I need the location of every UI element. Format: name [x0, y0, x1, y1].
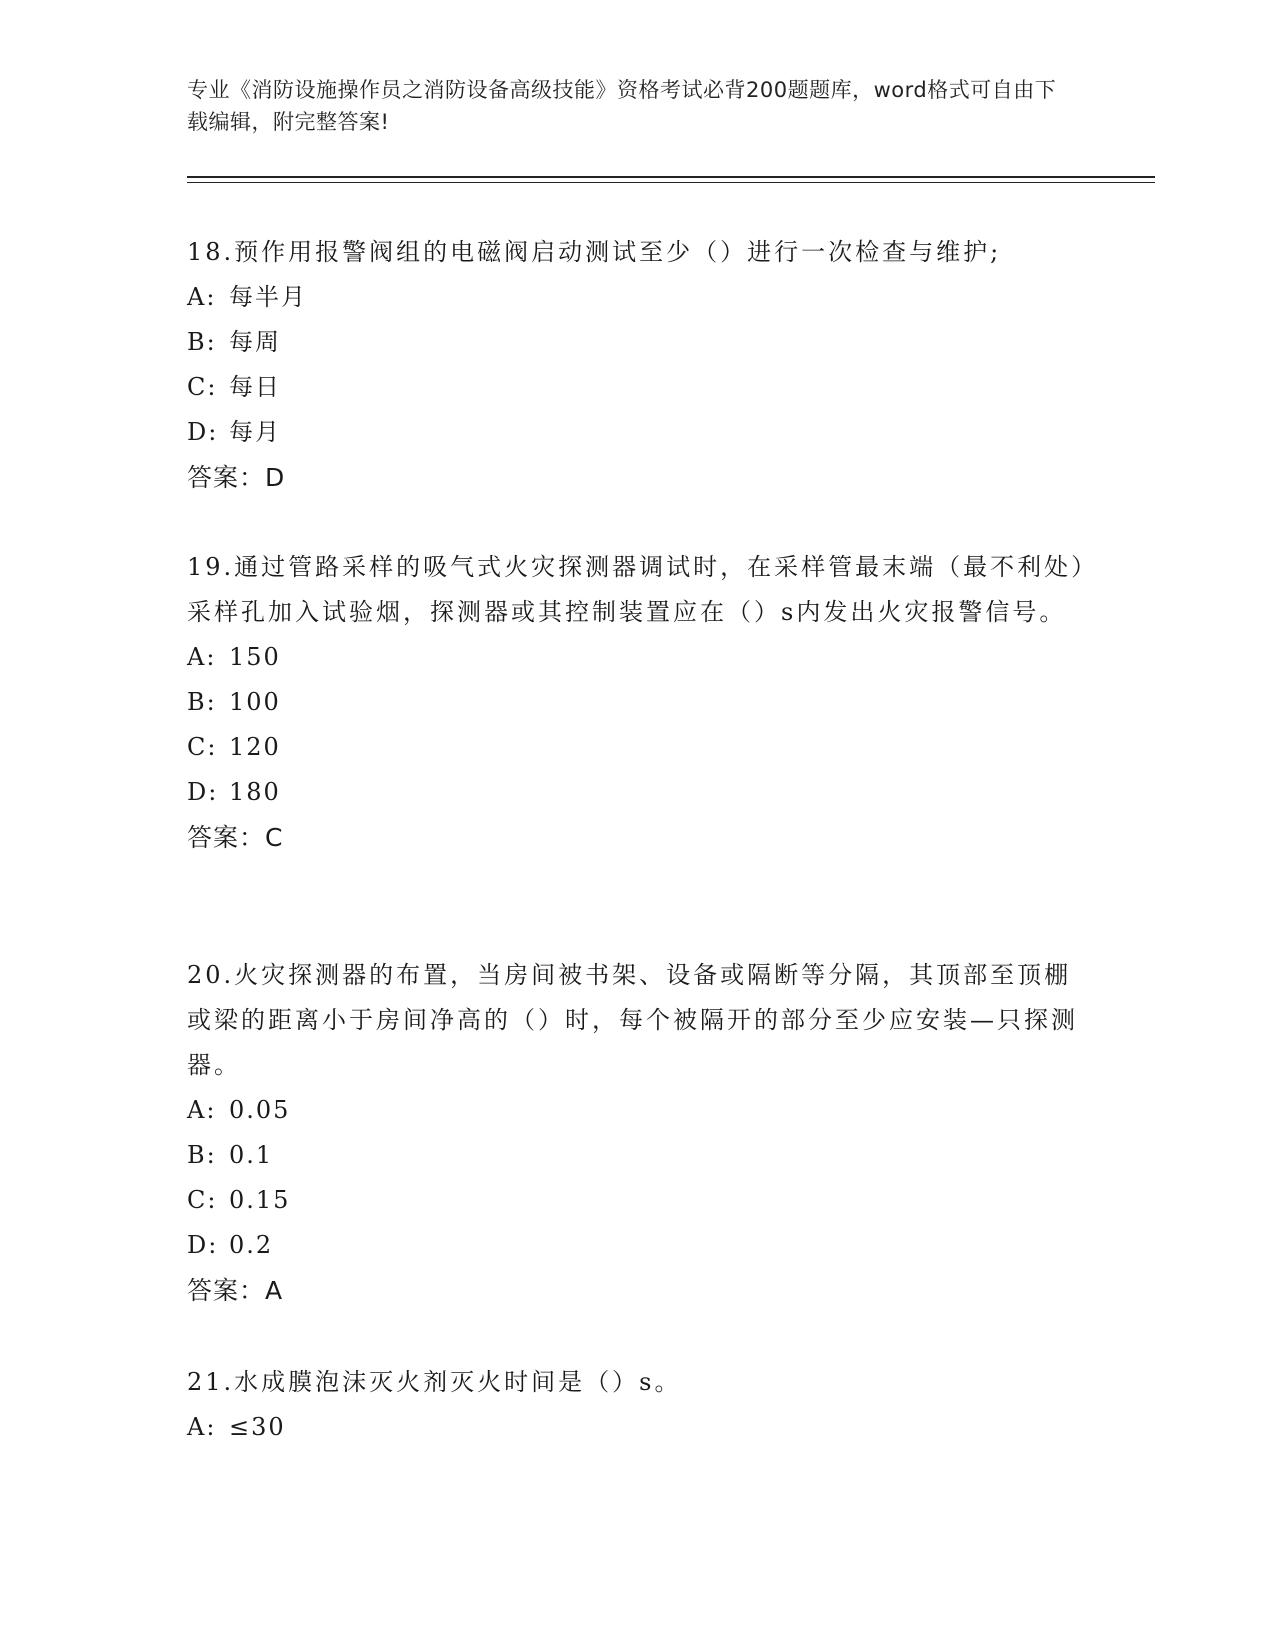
option-label: D: — [187, 1231, 219, 1259]
question-19 — [187, 545, 1087, 860]
option-b — [187, 680, 1087, 725]
option-value: 120 — [229, 733, 281, 761]
option-label: A: — [187, 1413, 217, 1441]
option-value: 每周 — [229, 328, 281, 356]
option-value: 100 — [229, 688, 281, 716]
option-d — [187, 770, 1087, 815]
option-value: 180 — [229, 778, 281, 806]
option-a — [187, 1405, 1087, 1450]
question-18 — [187, 230, 1087, 500]
option-d — [187, 1223, 1087, 1268]
option-value: 0.15 — [229, 1186, 291, 1214]
option-a — [187, 635, 1087, 680]
option-value: 150 — [229, 643, 281, 671]
option-value: 每月 — [229, 418, 281, 446]
option-label: B: — [187, 1141, 217, 1169]
answer-line: 答案：C — [187, 823, 284, 852]
question-text: 20.火灾探测器的布置，当房间被书架、设备或隔断等分隔，其顶部至顶棚或梁的距离小于房间净高的（）时，每个被隔开的部分至少应安装—只探测器。 — [187, 961, 1078, 1079]
option-c — [187, 365, 1087, 410]
option-label: D: — [187, 418, 219, 446]
option-b — [187, 1133, 1087, 1178]
option-label: A: — [187, 283, 217, 311]
option-a — [187, 1088, 1087, 1133]
option-label: D: — [187, 778, 219, 806]
option-c — [187, 725, 1087, 770]
option-c — [187, 1178, 1087, 1223]
question-text: 19.通过管路采样的吸气式火灾探测器调试时，在采样管最末端（最不利处）采样孔加入试验烟，探测器或其控制装置应在（）s内发出火灾报警信号。 — [187, 553, 1087, 626]
question-text: 21.水成膜泡沫灭火剂灭火时间是（）s。 — [187, 1368, 682, 1396]
option-label: A: — [187, 643, 217, 671]
option-value: 0.05 — [229, 1096, 291, 1124]
option-a — [187, 275, 1087, 320]
option-d — [187, 410, 1087, 455]
header-rule-thin — [187, 182, 1155, 183]
option-value: ≤30 — [229, 1413, 286, 1441]
option-label: B: — [187, 688, 217, 716]
question-20 — [187, 953, 1087, 1313]
option-value: 0.2 — [229, 1231, 274, 1259]
option-label: C: — [187, 1186, 218, 1214]
option-value: 0.1 — [229, 1141, 274, 1169]
answer-line: 答案：D — [187, 463, 286, 492]
option-value: 每半月 — [229, 283, 307, 311]
option-b — [187, 320, 1087, 365]
answer-line: 答案：A — [187, 1276, 284, 1305]
document-header: 专业《消防设施操作员之消防设备高级技能》资格考试必背200题题库，word格式可自由下载编辑，附完整答案! — [187, 78, 1057, 134]
header-rule-thick — [187, 176, 1155, 178]
question-21 — [187, 1360, 1087, 1450]
option-value: 每日 — [229, 373, 281, 401]
question-text: 18.预作用报警阀组的电磁阀启动测试至少（）进行一次检查与维护; — [187, 238, 1002, 266]
option-label: A: — [187, 1096, 217, 1124]
option-label: C: — [187, 373, 218, 401]
option-label: B: — [187, 328, 217, 356]
option-label: C: — [187, 733, 218, 761]
